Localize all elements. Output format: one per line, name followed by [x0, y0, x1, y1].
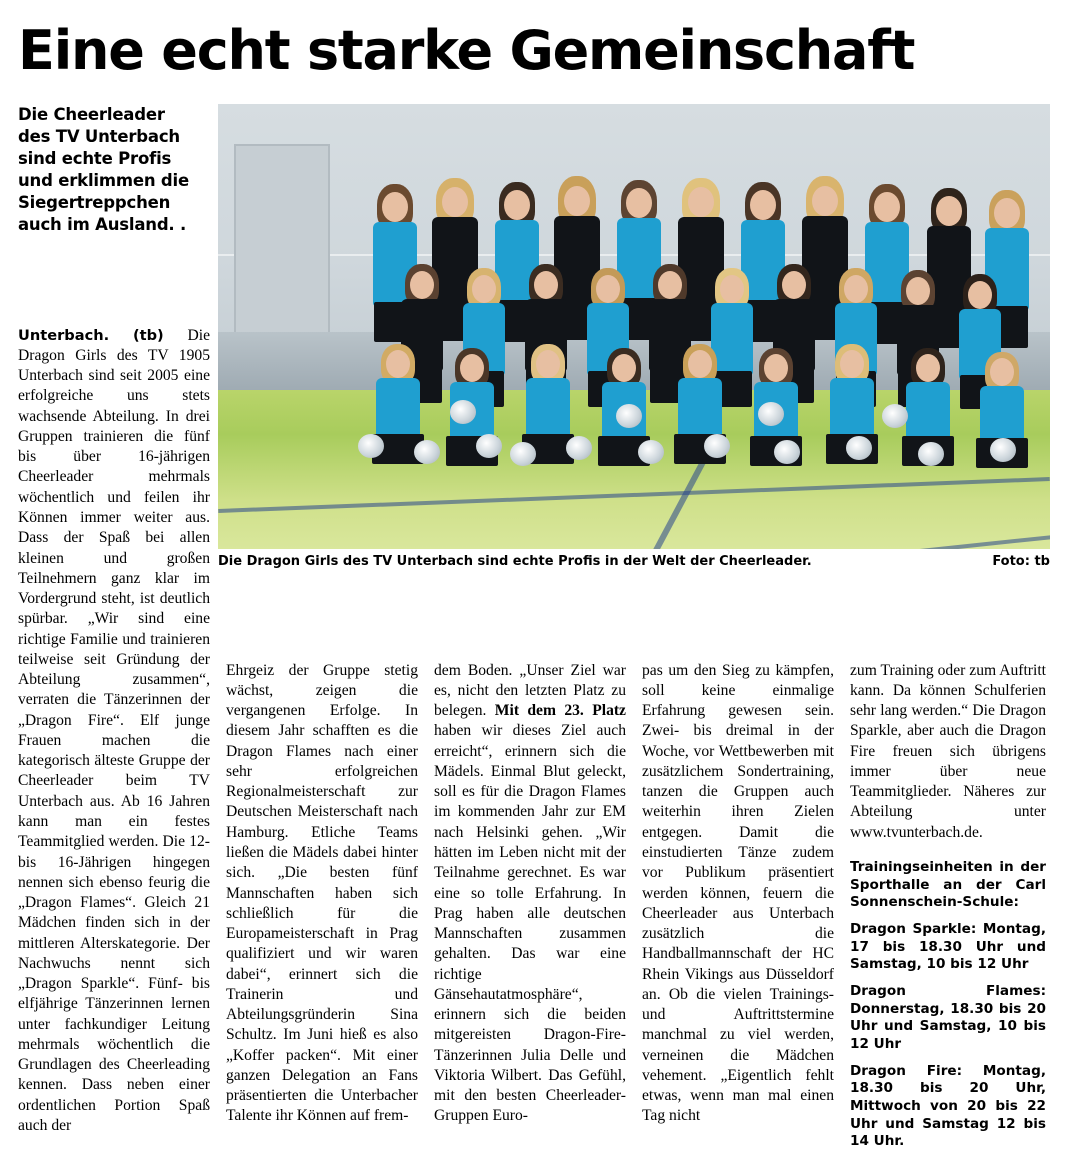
pompon — [704, 434, 730, 458]
pompon — [774, 440, 800, 464]
lead-paragraph: Die Cheerleader des TV Unterbach sind echte Profis und erklimmen die Siegertreppchen auch im Ausland. . — [18, 105, 189, 234]
body-paragraph-1 — [18, 326, 210, 1137]
body-text-3-pre: dem Boden. „Unser Ziel war es, nicht den letzten Platz zu belegen. — [434, 661, 626, 720]
body-text-3-post: haben wir dieses Ziel auch erreicht“, erinnern sich die Mädels. Einmal Blut geleckt, soll es für die Dragon Flames im kommenden Jahr zur EM nach Helsinki gehen. „Wir hätten im Leben nicht mit der Teilnahme gerechnet. Es war eine so tolle Erfahrung. In Prag haben alle deutschen Mannschaften zusammen gehalten. Das war eine richtige Gänsehautatmosphäre“, erinnern sich die beiden mitgereisten Dragon-Fire-Tänzerinnen Julia Delle und Viktoria Wilbert. Das Gefühl, mit den besten Cheerleader-Gruppen Euro- — [434, 722, 626, 1125]
pompon — [414, 440, 440, 464]
dateline: Unterbach. — [18, 326, 110, 344]
photo-block — [218, 104, 1050, 569]
cheerleader-squad — [218, 104, 1050, 549]
body-text-1: Die Dragon Girls des TV 1905 Unterbach sind seit 2005 eine erfolgreiche uns stets wachsende Abteilung. In drei Gruppen trainieren die fünf bis über 16-jährigen Cheerleader mehrmals wöchentlich und feilen ihr Können immer weiter aus. Dass der Spaß bei allen kleinen und großen Teilnehmern ganz klar im Vordergrund steht, ist deutlich spürbar. „Wir sind eine richtige Familie und trainieren teilweise seit Gründung der Abteilung zusammen“, verraten die Tänzerinnen der „Dragon Fire“. Elf junge Frauen machen die kategorisch älteste Gruppe der Cheerleader beim TV Unterbach aus. Ab 16 Jahren kann man ein festes Teammitglied werden. Die 12- bis 16-Jährigen hingegen nennen sich ebenso feurig die „Dragon Flames“. Gleich 21 Mädchen finden sich in der mittleren Alterskategorie. Der Nachwuchs nennt sich „Dragon Sparkle“. Fünf- bis elfjährige Tänzerinnen lernen unter fachkundiger Leitung mehrmals wöchentlich die Grundlagen des Cheerleading kennen. Dass neben einer ordentlichen Portion Spaß auch der — [18, 326, 210, 1134]
pompon — [358, 434, 384, 458]
body-column-5 — [850, 645, 1046, 1160]
photo-credit: Foto: tb — [992, 554, 1050, 569]
body-paragraph-3 — [434, 661, 626, 1127]
pompon — [882, 404, 908, 428]
pompon — [990, 438, 1016, 462]
pompon — [450, 400, 476, 424]
body-column-2 — [226, 645, 418, 1142]
body-column-1 — [18, 310, 210, 1152]
body-text-5: zum Training oder zum Auftritt kann. Da können Schulferien sehr lang werden.“ Die Dragon Sparkle, aber auch die Dragon Fire freuen sich übrigens immer über neue Teammitglieder. Näheres zur Abteilung unter www.tvunterbach.de. — [850, 661, 1046, 841]
training-heading: Trainingseinheiten in der Sporthalle an der Carl Sonnenschein-Schule: — [850, 858, 1046, 911]
pompon — [616, 404, 642, 428]
training-info-block — [850, 859, 1046, 1151]
body-text-2: Ehrgeiz der Gruppe stetig wächst, zeigen die vergangenen Erfolge. In diesem Jahr schafften es die Dragon Flames nach einer sehr erfolgreichen Regionalmeisterschaft zur Deutschen Meisterschaft nach Hamburg. Etliche Teams ließen die Mädels dabei hinter sich. „Die besten fünf Mannschaften haben sich schließlich für die Europameisterschaft in Prag qualifiziert und wir waren dabei“, erinnert sich die Trainerin und Abteilungsgründerin Sina Schultz. Im Juni hieß es also „Koffer packen“. Mit einer ganzen Delegation an Fans präsentierten die Unterbacher Talente ihr Können auf frem- — [226, 661, 418, 1125]
photo-caption-row — [218, 554, 1050, 569]
body-column-4 — [642, 645, 834, 1142]
pompon — [476, 434, 502, 458]
body-column-3 — [434, 645, 626, 1142]
dateline-author: (tb) — [132, 326, 164, 344]
newspaper-page — [0, 19, 1065, 1150]
article-photo — [218, 104, 1050, 549]
training-item: Dragon Sparkle: Montag, 17 bis 18.30 Uhr und Samstag, 10 bis 12 Uhr — [850, 921, 1046, 973]
body-text-3-highlight: Mit dem 23. Platz — [494, 702, 626, 720]
page-title: Eine echt starke Gemeinschaft — [18, 19, 915, 82]
pompon — [758, 402, 784, 426]
pompon — [566, 436, 592, 460]
body-text-4: pas um den Sieg zu kämpfen, soll keine einmalige Erfahrung gewesen sein. Zwei- bis dreimal in der Woche, vor Wettbewerben mit zusätzlichem Sondertraining, tanzen die Gruppen auch weiterhin ihren Zielen entgegen. Damit die einstudierten Tänze zudem vor Publikum präsentiert werden können, feuern die Cheerleader aus Unterbach zusätzlich die Handballmannschaft der HC Rhein Vikings aus Düsseldorf an. Ob die vielen Trainings- und Auftrittstermine manchmal zu viel werden, verneinen die Mädchen vehement. „Eigentlich fehlt etwas, wenn man mal einen Tag nicht — [642, 661, 834, 1125]
pompon — [846, 436, 872, 460]
training-item: Dragon Flames: Donnerstag, 18.30 bis 20 Uhr und Samstag, 10 bis 12 Uhr — [850, 983, 1046, 1053]
pompon — [638, 440, 664, 464]
photo-caption: Die Dragon Girls des TV Unterbach sind echte Profis in der Welt der Cheerleader. — [218, 554, 812, 569]
training-item: Dragon Fire: Montag, 18.30 bis 20 Uhr, Mittwoch von 20 bis 22 Uhr und Samstag 12 bis 14 Uhr. — [850, 1062, 1046, 1150]
pompon — [510, 442, 536, 466]
pompon — [918, 442, 944, 466]
